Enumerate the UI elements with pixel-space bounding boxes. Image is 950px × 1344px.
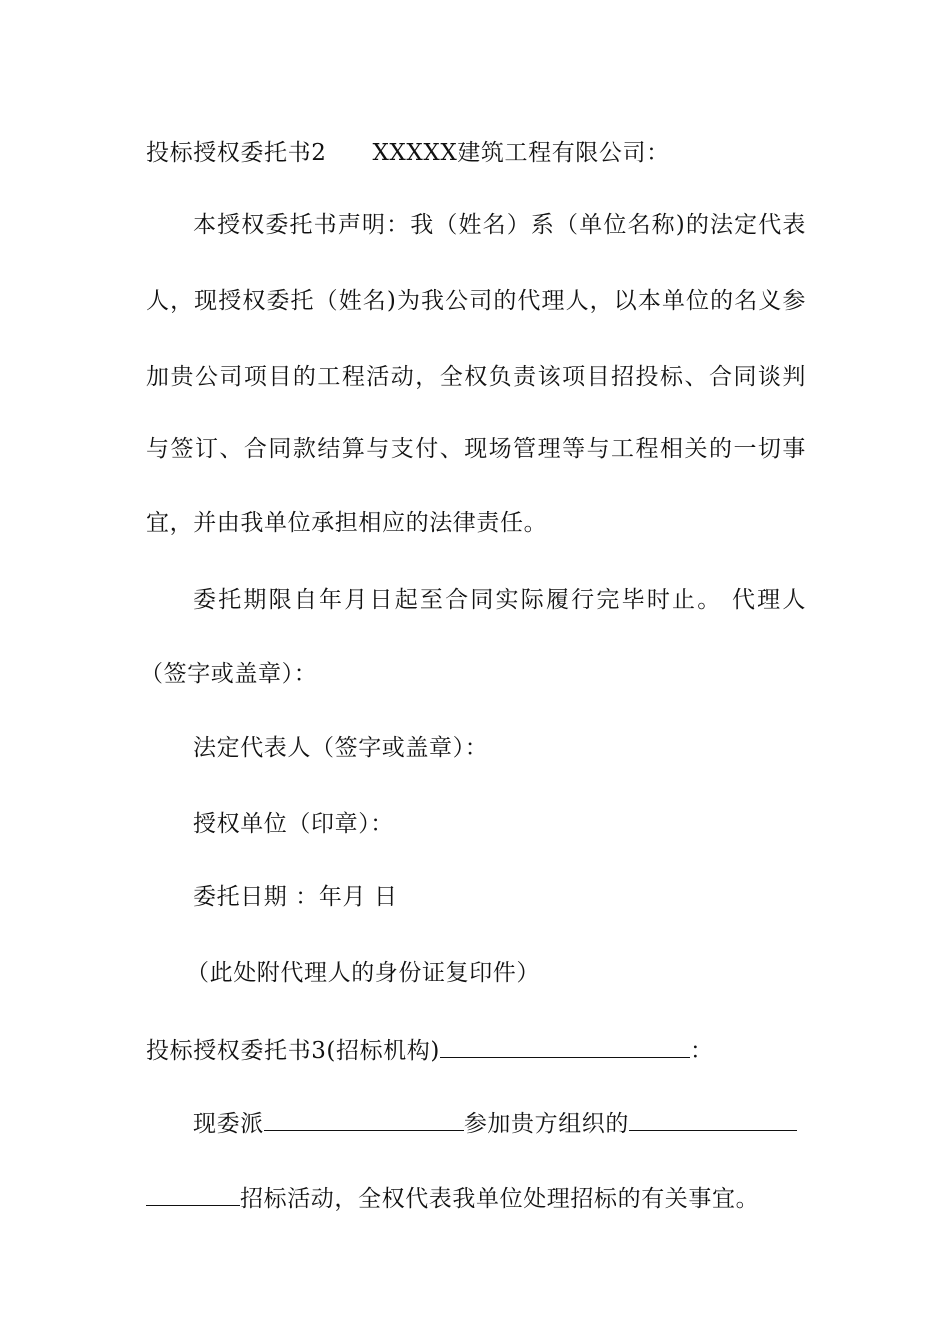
para3-text-a: 现委派 — [193, 1111, 264, 1137]
para3-line1 — [193, 1108, 806, 1139]
heading-line-3 — [146, 1035, 806, 1066]
para1-line3: 加贵公司项目的工程活动，全权负责该项目招投标、合同谈判 — [146, 364, 806, 390]
project-name-blank-2 — [146, 1183, 240, 1206]
addressee: XXXXX建筑工程有限公司： — [372, 140, 670, 166]
para2-line2: （签字或盖章）： — [140, 661, 318, 687]
id-copy-note: （此处附代理人的身份证复印件） — [186, 960, 540, 986]
authorizing-unit-seal-line: 授权单位（印章）： — [193, 811, 394, 837]
para3-line2 — [146, 1183, 806, 1214]
para2-line1: 委托期限自年月日起至合同实际履行完毕时止。 代理人 — [193, 587, 806, 613]
para1-line4: 与签订、合同款结算与支付、现场管理等与工程相关的一切事 — [146, 436, 806, 462]
legal-rep-signature-line: 法定代表人（签字或盖章）： — [193, 735, 489, 761]
delegate-name-blank — [264, 1108, 464, 1131]
para3-text-c: 招标活动，全权代表我单位处理招标的有关事宜。 — [240, 1186, 760, 1212]
heading-title-3: 投标授权委托书3(招标机构) — [146, 1038, 440, 1064]
commission-date-line: 委托日期 ：年月 日 — [193, 884, 398, 910]
para1-line1: 本授权委托书声明：我（姓名）系（单位名称)的法定代表 — [193, 212, 806, 238]
para1-line5: 宜，并由我单位承担相应的法律责任。 — [146, 510, 548, 536]
heading-title-2: 投标授权委托书2 — [146, 140, 327, 166]
project-name-blank-1 — [629, 1108, 797, 1131]
tender-agency-blank — [440, 1035, 690, 1058]
heading-line-2 — [146, 138, 806, 168]
para1-line2: 人，现授权委托（姓名)为我公司的代理人，以本单位的名义参 — [146, 288, 806, 314]
para3-text-b: 参加贵方组织的 — [463, 1111, 630, 1137]
heading-3-colon: ： — [689, 1038, 714, 1064]
